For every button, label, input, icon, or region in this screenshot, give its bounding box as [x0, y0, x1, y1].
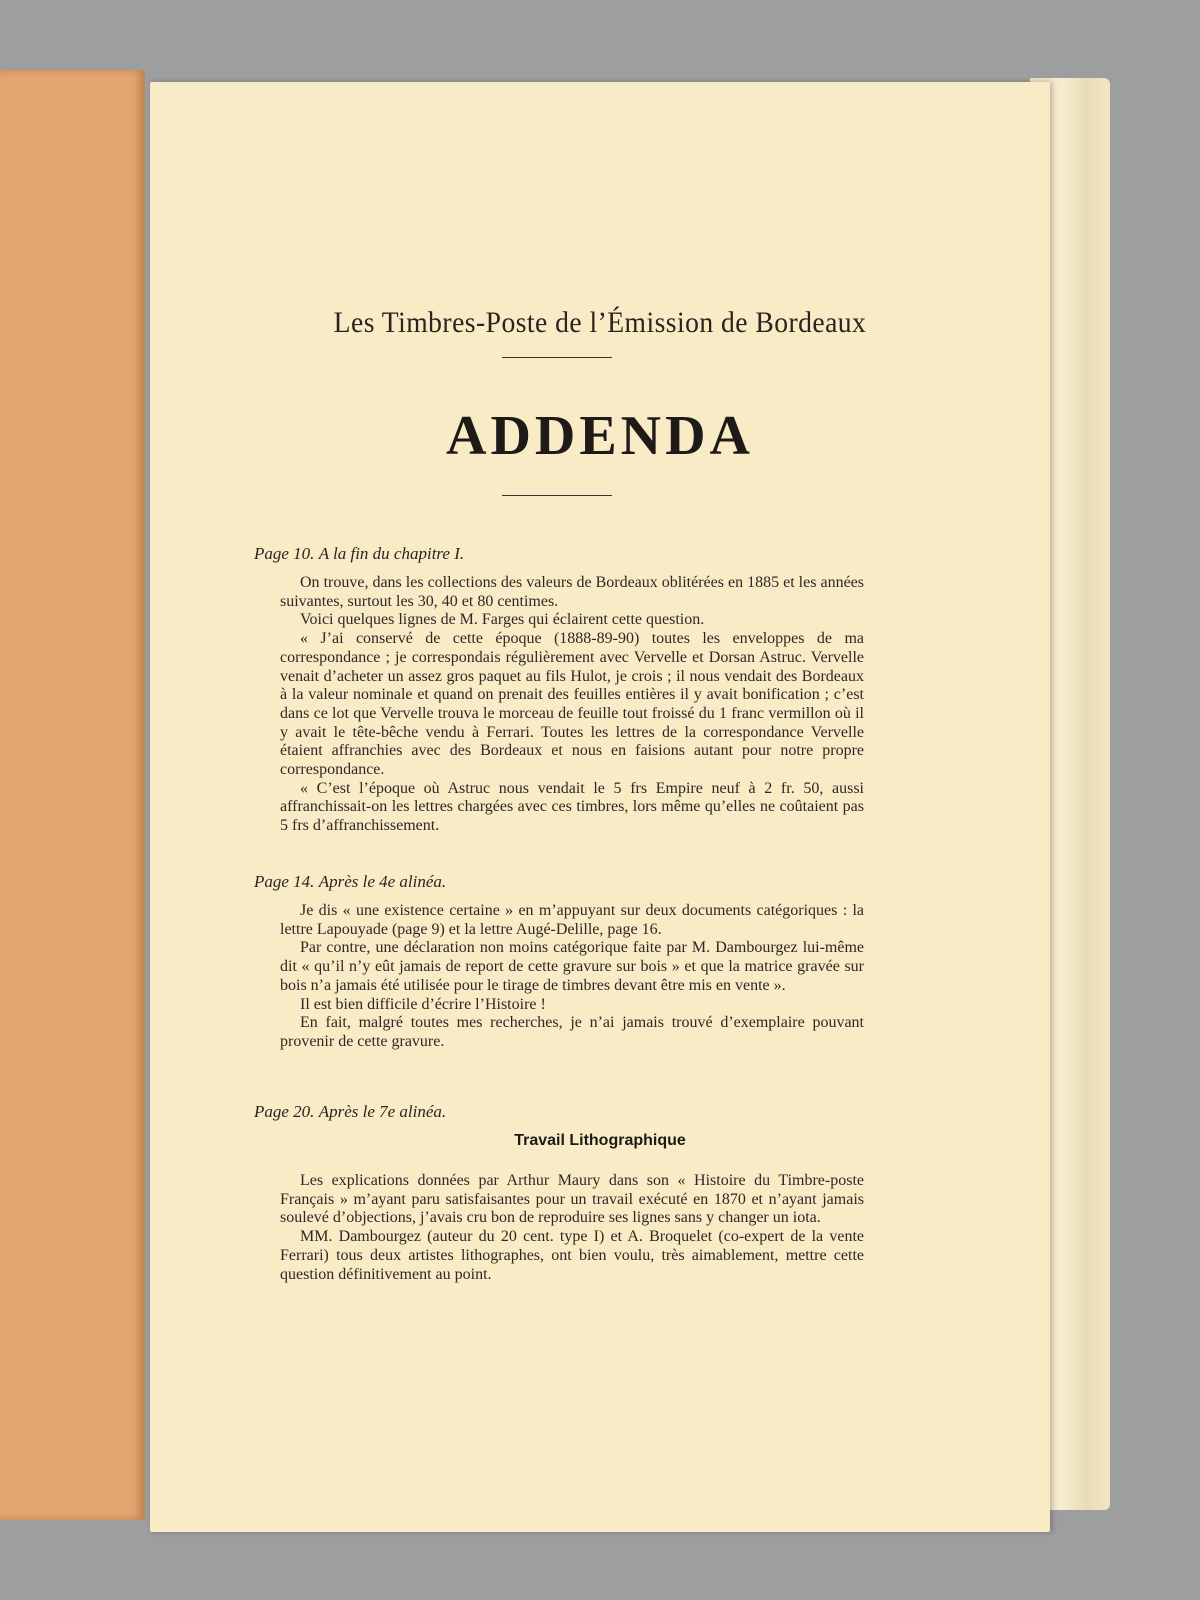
paragraph: « C’est l’époque où Astruc nous vendait le 5 frs Empire neuf à 2 fr. 50, aussi affranchissait-on les lettres chargées avec ces timbres, lors même qu’elles ne coûtaient pas 5 frs d’affranchissement. [280, 779, 864, 835]
title-rule-top [502, 357, 612, 358]
section-2-note: Après le 4e alinéa. [318, 872, 447, 891]
section-2-heading [254, 872, 446, 892]
paragraph: Les explications données par Arthur Maury dans son « Histoire du Timbre-poste Français » m’ayant paru satisfaisantes pour un travail exécuté en 1870 et n’ayant jamais soulevé d’objections, j’avais cru bon de reproduire ses lignes sans y changer un iota. [280, 1172, 864, 1227]
series-title: Les Timbres-Poste de l’Émission de Bordeaux [333, 306, 867, 339]
page-heading: ADDENDA [446, 405, 754, 467]
paragraph: Il est bien difficile d’écrire l’Histoire ! [300, 995, 546, 1013]
section-1-note: A la fin du chapitre I. [318, 544, 465, 563]
section-3-heading [254, 1102, 446, 1122]
book-cover-edge [0, 70, 145, 1520]
paragraph: Voici quelques lignes de M. Farges qui éclairent cette question. [300, 611, 705, 629]
paragraph: Je dis « une existence certaine » en m’appuyant sur deux documents catégoriques : la lettre Lapouyade (page 9) et la lettre Augé-Delille, page 16. [280, 902, 864, 938]
section-1-body [280, 574, 864, 836]
paragraph: « J’ai conservé de cette époque (1888-89-90) toutes les enveloppes de ma correspondance ; je correspondais régulièrement avec Vervelle et Dorsan Astruc. Vervelle venait d’acheter un assez gros paquet au fils Hulot, je crois ; il nous vendait des Bordeaux à la valeur nominale et quand on prenait des feuilles entières il y avait bonification ; c’est dans ce lot que Vervelle trouva le morceau de feuille tout froissé du 1 franc vermillon où il y avait le tête-bêche vendu à Ferrari. Toutes les lettres de la correspondance Vervelle étaient affranchies avec des Bordeaux et nous en faisions autant pour notre propre correspondance. [280, 630, 864, 779]
paragraph: MM. Dambourgez (auteur du 20 cent. type I) et A. Broquelet (co-expert de la vente Ferrari) tous deux artistes lithographes, ont bien voulu, très aimablement, mettre cette question définitivement au point. [280, 1228, 864, 1283]
section-3-page-ref: Page 20. [254, 1102, 315, 1121]
section-2-page-ref: Page 14. [254, 872, 315, 891]
section-1-page-ref: Page 10. [254, 544, 315, 563]
section-3-note: Après le 7e alinéa. [318, 1102, 447, 1121]
section-1-heading [254, 544, 464, 564]
section-3-body [280, 1172, 864, 1284]
paragraph: Par contre, une déclaration non moins catégorique faite par M. Dambourgez lui-même dit « qu’il n’y eût jamais de report de cette gravure sur bois » et que la matrice gravée sur bois n’a jamais été utilisée pour le tirage de timbres devant être mis en vente ». [280, 939, 864, 994]
section-3-subheading: Travail Lithographique [514, 1132, 686, 1149]
paragraph: On trouve, dans les collections des valeurs de Bordeaux oblitérées en 1885 et les années suivantes, surtout les 30, 40 et 80 centimes. [280, 574, 864, 610]
title-rule-bottom [502, 495, 612, 496]
section-2-body [280, 902, 864, 1052]
paragraph: En fait, malgré toutes mes recherches, je n’ai jamais trouvé d’exemplaire pouvant provenir de cette gravure. [280, 1014, 864, 1050]
book-page [150, 82, 1050, 1532]
